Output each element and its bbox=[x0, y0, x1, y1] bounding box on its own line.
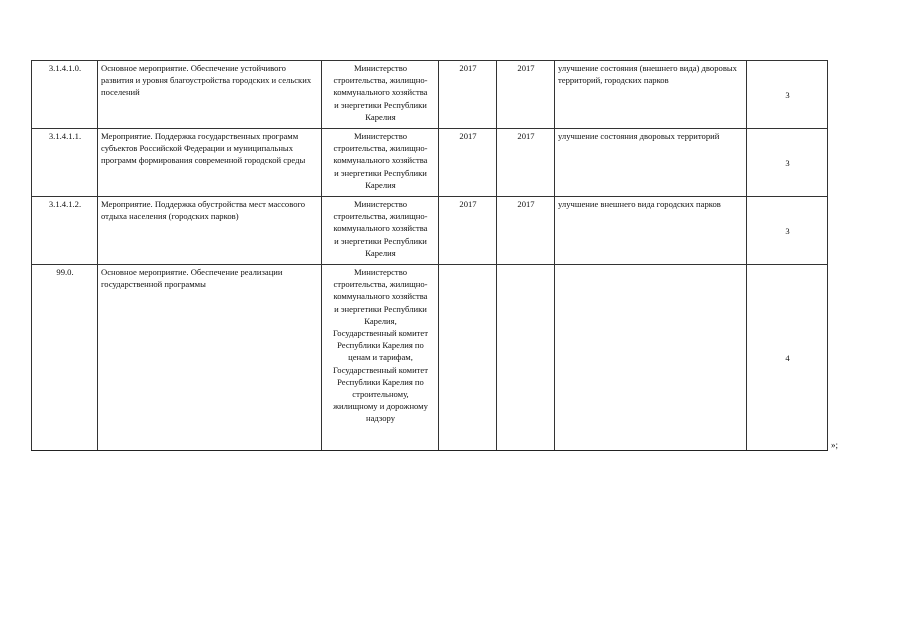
row-number: 3.1.4.1.0. bbox=[32, 61, 98, 129]
start-year: 2017 bbox=[439, 197, 497, 265]
measure-name: Основное мероприятие. Обеспечение реализации государственной программы bbox=[98, 265, 322, 451]
start-year: 2017 bbox=[439, 61, 497, 129]
responsible-executor: Министерство строительства, жилищно- коммунального хозяйства и энергетики Республики Карелия bbox=[322, 129, 439, 197]
measure-name: Мероприятие. Поддержка государственных программ субъектов Российской Федерации и муниципальных программ формирования современной городской среды bbox=[98, 129, 322, 197]
responsible-executor: Министерство строительства, жилищно- коммунального хозяйства и энергетики Республики Карелия, Государственный комитет Республики Карелия по ценам и тарифам, Государственный комитет Республики Карелия по строительному, жилищному и дорожному надзору bbox=[322, 265, 439, 451]
table-row bbox=[32, 129, 828, 197]
indicator-link: 3 bbox=[747, 61, 828, 129]
end-year: 2017 bbox=[497, 61, 555, 129]
expected-result: улучшение внешнего вида городских парков bbox=[555, 197, 747, 265]
closing-quote-mark: »; bbox=[831, 440, 839, 450]
end-year: 2017 bbox=[497, 197, 555, 265]
indicator-link: 3 bbox=[747, 197, 828, 265]
start-year bbox=[439, 265, 497, 451]
table-row bbox=[32, 265, 828, 451]
start-year: 2017 bbox=[439, 129, 497, 197]
row-number: 3.1.4.1.2. bbox=[32, 197, 98, 265]
expected-result: улучшение состояния (внешнего вида) дворовых территорий, городских парков bbox=[555, 61, 747, 129]
table-row bbox=[32, 61, 828, 129]
table-row bbox=[32, 197, 828, 265]
row-number: 3.1.4.1.1. bbox=[32, 129, 98, 197]
expected-result: улучшение состояния дворовых территорий bbox=[555, 129, 747, 197]
indicator-link: 3 bbox=[747, 129, 828, 197]
indicator-link: 4 bbox=[747, 265, 828, 451]
measure-name: Основное мероприятие. Обеспечение устойчивого развития и уровня благоустройства городских и сельских поселений bbox=[98, 61, 322, 129]
responsible-executor: Министерство строительства, жилищно- коммунального хозяйства и энергетики Республики Карелия bbox=[322, 61, 439, 129]
program-measures-table bbox=[31, 60, 828, 451]
end-year: 2017 bbox=[497, 129, 555, 197]
expected-result bbox=[555, 265, 747, 451]
measure-name: Мероприятие. Поддержка обустройства мест массового отдыха населения (городских парков) bbox=[98, 197, 322, 265]
row-number: 99.0. bbox=[32, 265, 98, 451]
responsible-executor: Министерство строительства, жилищно- коммунального хозяйства и энергетики Республики Карелия bbox=[322, 197, 439, 265]
end-year bbox=[497, 265, 555, 451]
